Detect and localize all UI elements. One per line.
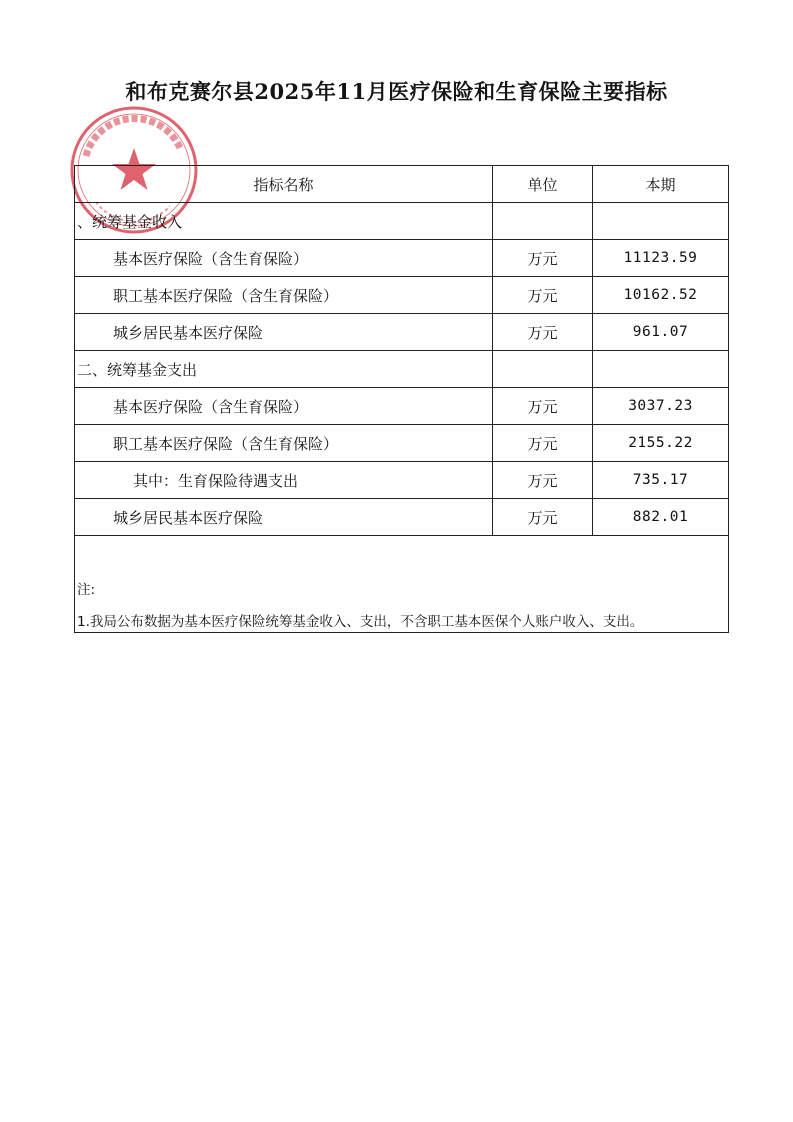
row-unit: 万元 (493, 388, 593, 425)
table-row (75, 203, 729, 240)
row-value: 3037.23 (593, 388, 729, 425)
row-name: 职工基本医疗保险（含生育保险） (75, 425, 493, 462)
row-value: 11123.59 (593, 240, 729, 277)
row-value (593, 203, 729, 240)
row-name: 、统筹基金收入 (75, 203, 493, 240)
row-unit (493, 351, 593, 388)
table-row (75, 240, 729, 277)
notes-text: 1.我局公布数据为基本医疗保险统筹基金收入、支出，不含职工基本医保个人账户收入、支出。 (77, 614, 644, 630)
table-row (75, 425, 729, 462)
row-name: 基本医疗保险（含生育保险） (75, 240, 493, 277)
header-unit: 单位 (493, 166, 593, 203)
row-name: 基本医疗保险（含生育保险） (75, 388, 493, 425)
row-name: 二、统筹基金支出 (75, 351, 493, 388)
row-unit: 万元 (493, 499, 593, 536)
row-unit (493, 203, 593, 240)
table-row (75, 351, 729, 388)
notes-cell (75, 536, 729, 633)
header-current-period: 本期 (593, 166, 729, 203)
notes-row (75, 536, 729, 633)
table-row (75, 499, 729, 536)
row-name: 城乡居民基本医疗保险 (75, 499, 493, 536)
row-unit: 万元 (493, 425, 593, 462)
table-row (75, 314, 729, 351)
table-row (75, 462, 729, 499)
indicators-table (74, 165, 729, 633)
table-row (75, 277, 729, 314)
row-unit: 万元 (493, 314, 593, 351)
row-value: 961.07 (593, 314, 729, 351)
row-unit: 万元 (493, 462, 593, 499)
row-unit: 万元 (493, 277, 593, 314)
row-name: 职工基本医疗保险（含生育保险） (75, 277, 493, 314)
row-value (593, 351, 729, 388)
row-value: 882.01 (593, 499, 729, 536)
row-value: 10162.52 (593, 277, 729, 314)
header-indicator-name: 指标名称 (75, 166, 493, 203)
notes-label: 注: (77, 582, 96, 598)
row-value: 735.17 (593, 462, 729, 499)
row-name: 城乡居民基本医疗保险 (75, 314, 493, 351)
row-value: 2155.22 (593, 425, 729, 462)
row-name: 其中：生育保险待遇支出 (75, 462, 493, 499)
row-unit: 万元 (493, 240, 593, 277)
table-header-row (75, 166, 729, 203)
document-title: 和布克赛尔县2025年11月医疗保险和生育保险主要指标 (125, 79, 668, 104)
table-row (75, 388, 729, 425)
